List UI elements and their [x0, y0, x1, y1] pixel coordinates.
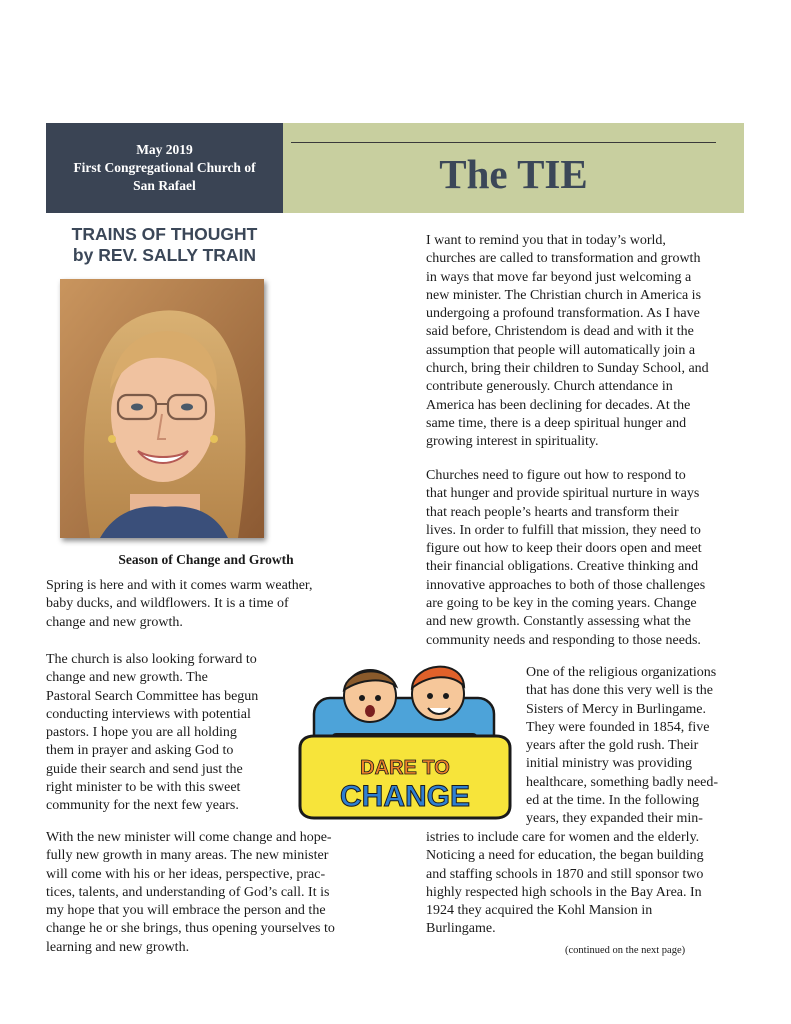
text-line: guide their search and send just the [46, 761, 243, 777]
text-line: Spring is here and with it comes warm weather, [46, 578, 313, 593]
clipart-text-bottom: CHANGE [339, 780, 471, 813]
text-line: highly respected high schools in the Bay Area. In [426, 884, 702, 900]
masthead-rule [291, 142, 716, 143]
text-line: pastors. I hope you are all holding [46, 725, 237, 741]
text-line: Churches need to figure out how to respond to [426, 468, 686, 483]
left-paragraph-1 [46, 577, 376, 632]
text-line: undergoing a profound transformation. As I have [426, 306, 700, 322]
masthead-title-panel [283, 123, 744, 213]
issue-date: May 2019 [136, 142, 193, 157]
right-paragraph-3 [526, 664, 756, 829]
text-line: change he or she brings, thus opening yourselves to [46, 921, 335, 937]
text-line: growing interest in spirituality. [426, 434, 599, 450]
text-line: ed at the time. In the following [526, 793, 700, 809]
text-line: Sisters of Mercy in Burlingame. [526, 701, 707, 717]
portrait-illustration [60, 279, 264, 538]
text-line: new minister. The Christian church in America is [426, 287, 702, 303]
clipart-text-top: DARE TO [360, 757, 450, 779]
text-line: Burlingame. [426, 921, 496, 937]
text-line: assumption that people will automatically join a [426, 342, 696, 358]
text-line: One of the religious organizations [526, 665, 717, 680]
left-paragraph-3 [46, 829, 386, 957]
text-line: innovative approaches to both of those challenges [426, 577, 706, 593]
text-line: that hunger and provide spiritual nurture in ways [426, 486, 700, 502]
author-photo [60, 279, 264, 538]
text-line: America has been declining for decades. At the [426, 397, 691, 413]
text-line: will come with his or her ideas, perspective, prac- [46, 866, 326, 882]
text-line: tices, talents, and understanding of God’s call. It is [46, 884, 330, 900]
text-line: I want to remind you that in today’s world, [426, 233, 666, 248]
text-line: initial ministry was providing [526, 756, 693, 772]
text-line: contribute generously. Church attendance in [426, 379, 673, 395]
text-line: baby ducks, and wildflowers. It is a time of [46, 596, 289, 612]
text-line: that reach people’s hearts and transform their [426, 504, 679, 520]
column-title: TRAINS OF THOUGHT [71, 224, 258, 244]
text-line: them in prayer and asking God to [46, 743, 234, 759]
text-line: change and new growth. The [46, 670, 208, 686]
text-line: learning and new growth. [46, 939, 190, 955]
text-line: same time, there is a deep spiritual hunger and [426, 415, 687, 431]
text-line: and new growth. Constantly assessing what the [426, 614, 691, 630]
kids-in-car-illustration [292, 656, 517, 824]
text-line: their financial obligations. Creative thinking and [426, 559, 699, 575]
text-line: that has done this very well is the [526, 683, 714, 699]
right-paragraph-2 [426, 467, 756, 650]
left-paragraph-2 [46, 651, 296, 816]
text-line: conducting interviews with potential [46, 706, 251, 722]
text-line: 1924 they acquired the Kohl Mansion in [426, 903, 653, 919]
text-line: church, bring their children to Sunday School, and [426, 361, 709, 377]
column-byline: by REV. SALLY TRAIN [72, 245, 257, 265]
text-line: istries to include care for women and the elderly. [426, 830, 700, 845]
text-line: change and new growth. [46, 614, 183, 630]
text-line: right minister to be with this sweet [46, 780, 241, 796]
text-line: The church is also looking forward to [46, 652, 257, 667]
text-line: figure out how to keep their doors open and meet [426, 541, 702, 557]
masthead-info [46, 123, 283, 213]
text-line: my hope that you will embrace the person and the [46, 903, 326, 919]
text-line: are going to be key in the coming years. Change [426, 596, 697, 612]
text-line: said before, Christendom is dead and with it the [426, 324, 694, 340]
text-line: years, they expanded their min- [526, 811, 703, 827]
text-line: and staffing schools in 1870 and still sponsor two [426, 866, 704, 882]
text-line: lives. In order to fulfill that mission, they need to [426, 522, 701, 538]
continued-note: (continued on the next page) [565, 945, 686, 956]
text-line: healthcare, something badly need- [526, 774, 719, 790]
text-line: fully new growth in many areas. The new minister [46, 848, 329, 864]
text-line: Pastoral Search Committee has begun [46, 688, 259, 704]
photo-caption: Season of Change and Growth [118, 552, 294, 567]
newsletter-title: The TIE [439, 151, 588, 197]
text-line: community for the next few years. [46, 798, 239, 814]
right-paragraph-4 [426, 829, 766, 939]
column-heading [46, 224, 283, 266]
church-name-line2: San Rafael [133, 178, 196, 193]
text-line: Noticing a need for education, the began building [426, 848, 704, 864]
church-name-line1: First Congregational Church of [73, 160, 256, 175]
text-line: in ways that move far beyond just welcoming a [426, 269, 692, 285]
text-line: They were founded in 1854, five [526, 719, 710, 735]
dare-to-change-clipart [292, 656, 517, 824]
right-paragraph-1 [426, 232, 756, 452]
text-line: years after the gold rush. Their [526, 738, 699, 754]
text-line: With the new minister will come change and hope- [46, 830, 332, 845]
text-line: community needs and responding to those needs. [426, 632, 701, 648]
text-line: churches are called to transformation and growth [426, 251, 701, 267]
